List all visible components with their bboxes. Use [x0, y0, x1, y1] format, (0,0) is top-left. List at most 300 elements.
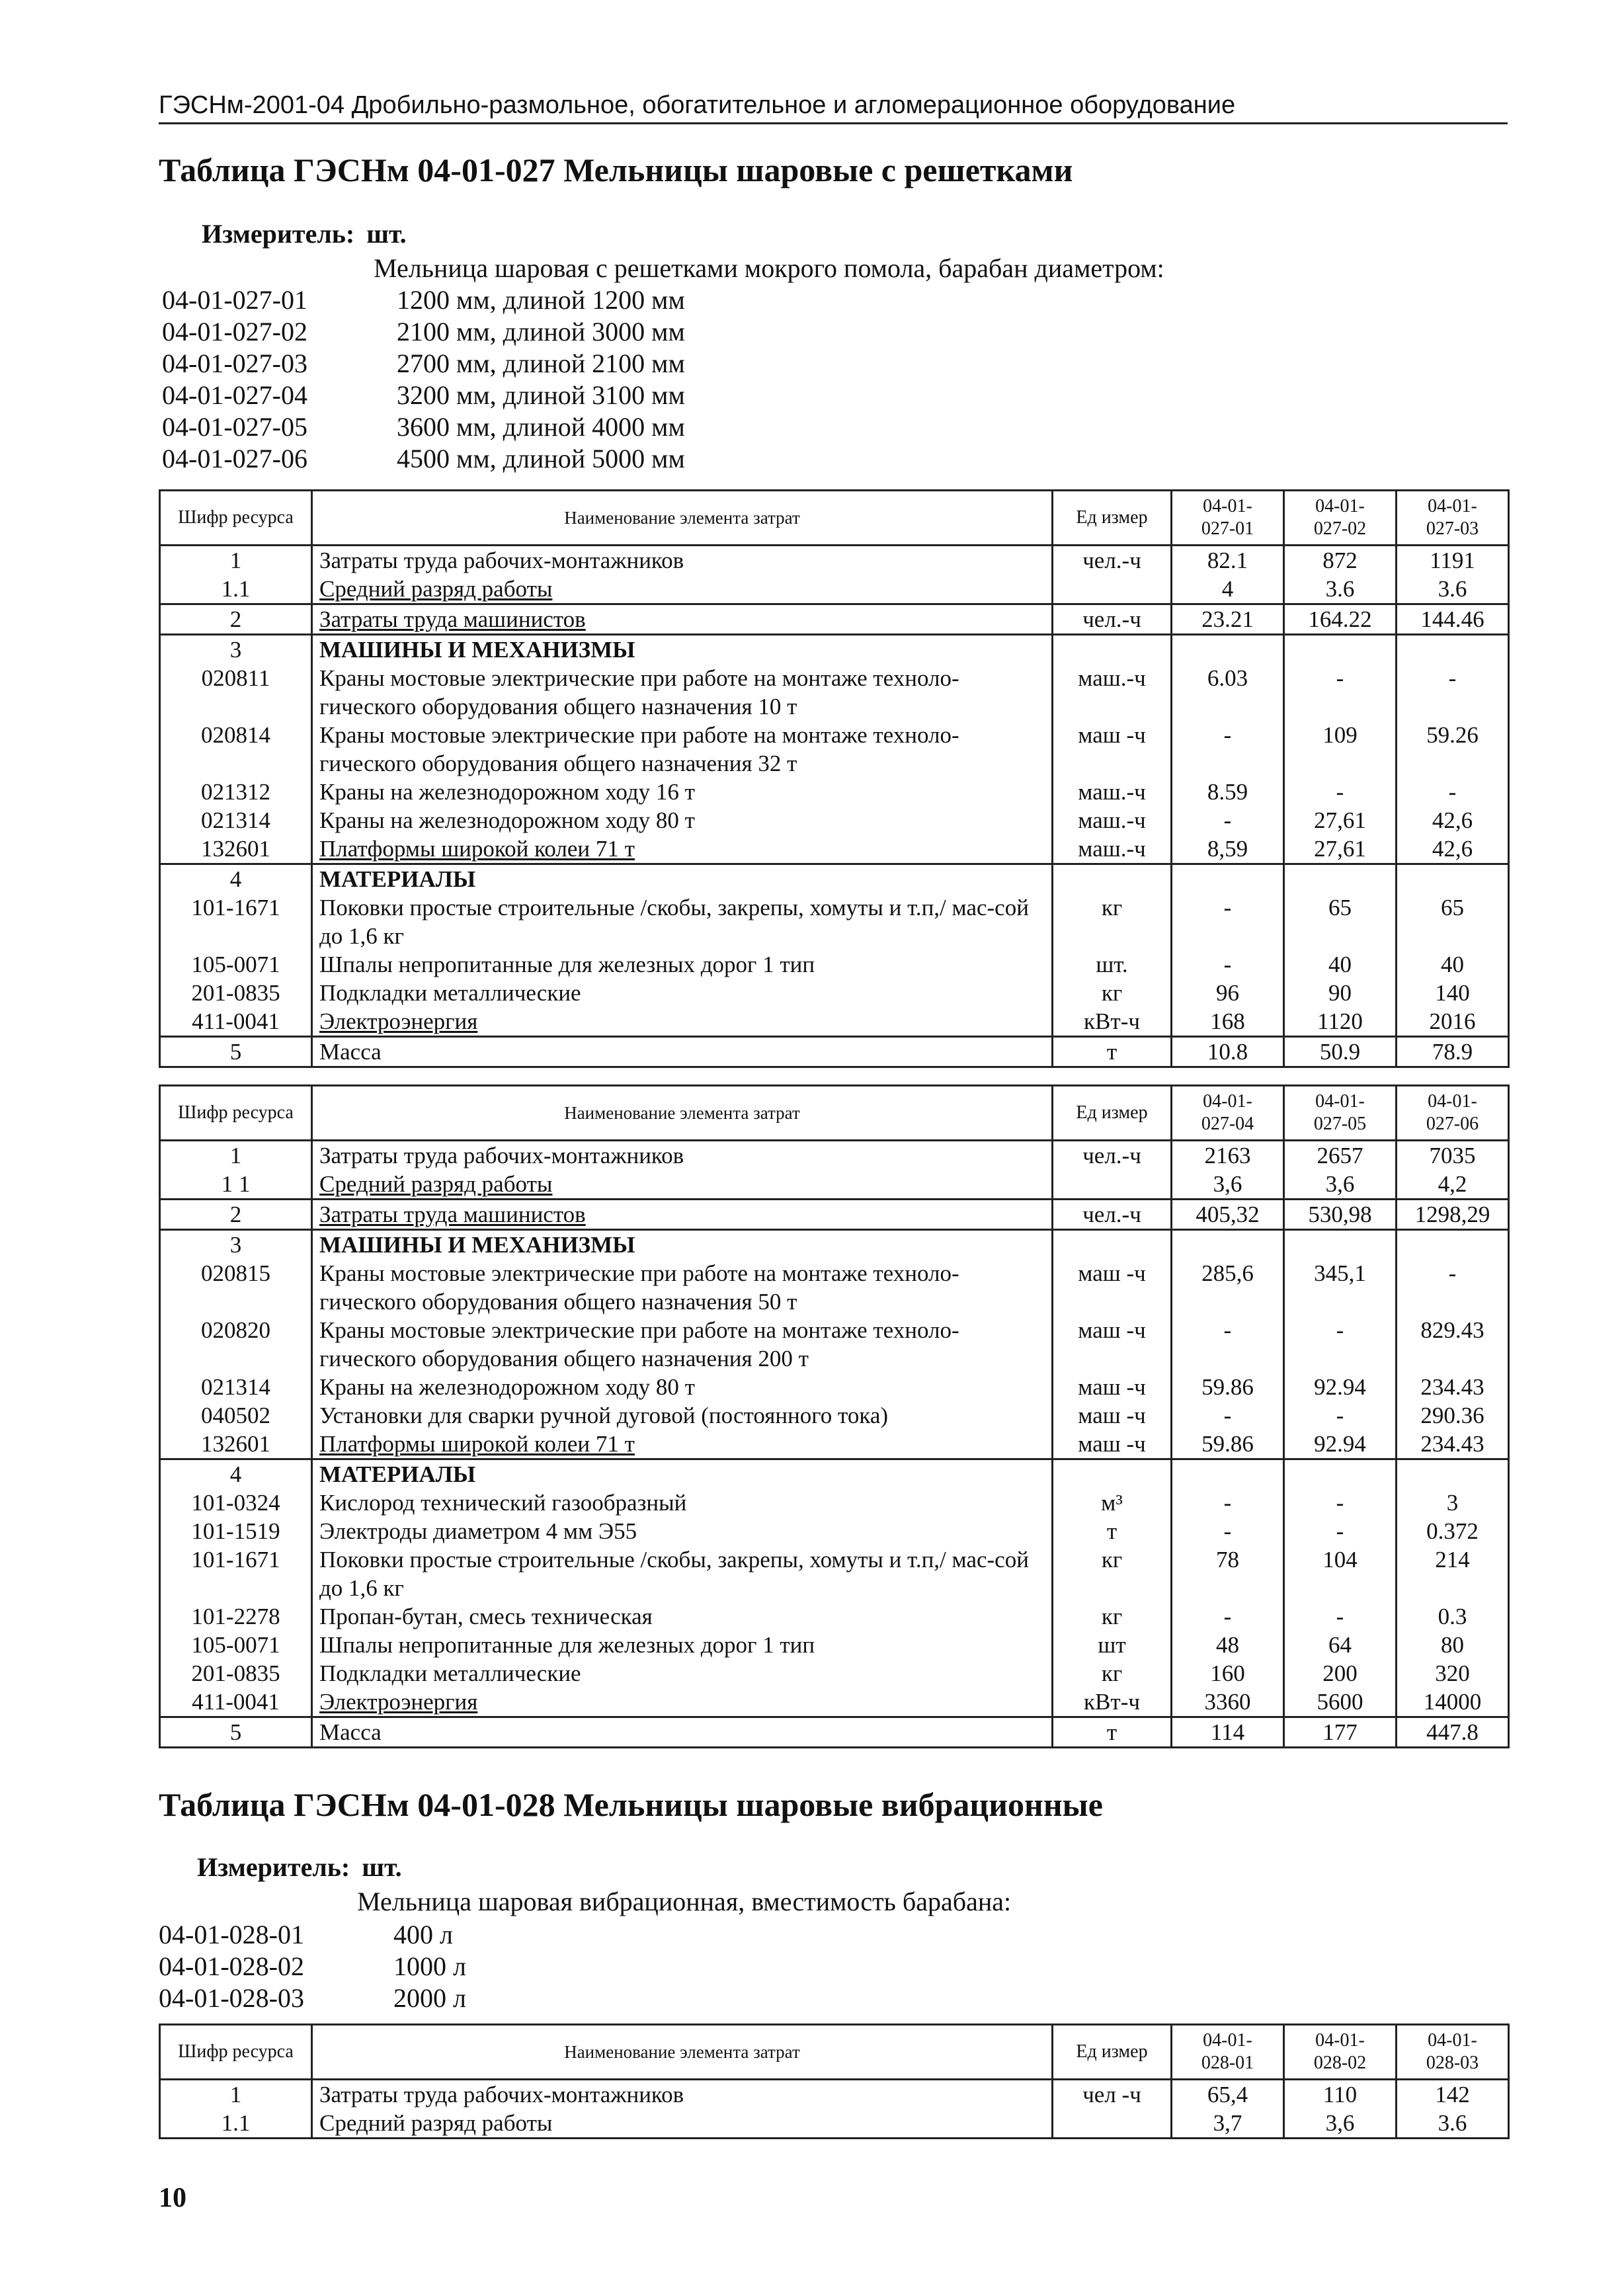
column-header: 04-01- 027-03: [1397, 491, 1509, 546]
value-cell: 160: [1172, 1659, 1284, 1688]
table-title-028: Таблица ГЭСНм 04-01-028 Мельницы шаровые вибрационные: [159, 1786, 1103, 1823]
value-cell: 142: [1397, 2080, 1509, 2109]
column-header: 04-01- 027-06: [1397, 1086, 1509, 1141]
resource-code-cell: 2: [160, 1200, 312, 1230]
resource-table-028: [159, 2023, 1510, 2139]
resource-code-cell: 3: [160, 635, 312, 665]
unit-cell: шт.: [1053, 950, 1172, 979]
table-row: [160, 575, 1509, 604]
table-row: [160, 1373, 1509, 1401]
column-header: 04-01- 028-03: [1397, 2025, 1509, 2080]
table-row: [160, 1430, 1509, 1459]
resource-code-cell: 101-0324: [160, 1489, 312, 1517]
value-cell: 65: [1284, 893, 1397, 950]
code-row: [162, 316, 685, 348]
resource-name-cell: Установки для сварки ручной дуговой (постоянного тока): [312, 1401, 1053, 1430]
code-row: [159, 1919, 466, 1951]
table-row: [160, 635, 1509, 665]
resource-name-cell: Краны на железнодорожном ходу 16 т: [312, 778, 1053, 806]
resource-name-cell: Краны на железнодорожном ходу 80 т: [312, 1373, 1053, 1401]
resource-name-cell: Поковки простые строительные /скобы, закрепы, хомуты и т.п,/ мас-сой до 1,6 кг: [312, 1545, 1053, 1602]
code-list-028: [159, 1919, 466, 2014]
value-cell: 64: [1284, 1631, 1397, 1659]
code: 04-01-027-05: [162, 412, 307, 442]
value-cell: 42,6: [1397, 806, 1509, 835]
value-cell: -: [1172, 1489, 1284, 1517]
value-cell: 90: [1284, 979, 1397, 1007]
table-row: [160, 2080, 1509, 2109]
unit-cell: [1053, 1459, 1172, 1489]
resource-code-cell: 201-0835: [160, 1659, 312, 1688]
table-row: [160, 721, 1509, 778]
resource-name-cell: Затраты труда рабочих-монтажников: [312, 1141, 1053, 1170]
resource-code-cell: 101-1671: [160, 1545, 312, 1602]
resource-name-cell: Кислород технический газообразный: [312, 1489, 1053, 1517]
resource-name-cell: МАТЕРИАЛЫ: [312, 864, 1053, 894]
resource-name-cell: Краны мостовые электрические при работе на монтаже техноло-гического оборудования общего назначения 32 т: [312, 721, 1053, 778]
table-row: [160, 1401, 1509, 1430]
value-cell: 405,32: [1172, 1200, 1284, 1230]
unit-cell: маш -ч: [1053, 1401, 1172, 1430]
column-header: Наименование элемента затрат: [312, 491, 1053, 546]
resource-code-cell: 4: [160, 1459, 312, 1489]
page-number: 10: [159, 2183, 186, 2213]
resource-code-cell: 020811: [160, 664, 312, 721]
value-cell: 1298,29: [1397, 1200, 1509, 1230]
value-cell: 285,6: [1172, 1259, 1284, 1316]
resource-name-cell: Затраты труда рабочих-монтажников: [312, 546, 1053, 575]
resource-table-027-b: [159, 1084, 1510, 1748]
value-cell: 10.8: [1172, 1037, 1284, 1067]
measure-line: [197, 1852, 414, 1883]
code: 04-01-027-02: [162, 317, 307, 347]
unit-cell: т: [1053, 1037, 1172, 1067]
resource-code-cell: 020820: [160, 1316, 312, 1373]
resource-name-cell: Затраты труда машинистов: [312, 1200, 1053, 1230]
table-row: [160, 1141, 1509, 1170]
code: 04-01-027-04: [162, 380, 307, 410]
unit-cell: чел -ч: [1053, 2080, 1172, 2109]
unit-cell: кг: [1053, 1602, 1172, 1631]
resource-code-cell: 3: [160, 1230, 312, 1260]
value-cell: 96: [1172, 979, 1284, 1007]
resource-name-cell: Шпалы непропитанные для железных дорог 1 тип: [312, 950, 1053, 979]
table-row: [160, 1037, 1509, 1067]
value-cell: 3,7: [1172, 2109, 1284, 2139]
resource-code-cell: 4: [160, 864, 312, 894]
resource-name-cell: Краны мостовые электрические при работе на монтаже техноло-гического оборудования общего назначения 10 т: [312, 664, 1053, 721]
value-cell: 7035: [1397, 1141, 1509, 1170]
resource-code-cell: 411-0041: [160, 1007, 312, 1037]
value-cell: 320: [1397, 1659, 1509, 1688]
value-cell: [1172, 864, 1284, 894]
value-cell: 92.94: [1284, 1430, 1397, 1459]
resource-code-cell: 5: [160, 1037, 312, 1067]
table-row: [160, 1688, 1509, 1717]
resource-name-cell: Пропан-бутан, смесь техническая: [312, 1602, 1053, 1631]
value-cell: -: [1397, 1259, 1509, 1316]
column-header: 04-01- 027-01: [1172, 491, 1284, 546]
value-cell: [1284, 864, 1397, 894]
value-cell: 2016: [1397, 1007, 1509, 1037]
table-row: [160, 604, 1509, 635]
column-header: Наименование элемента затрат: [312, 2025, 1053, 2080]
resource-name-cell: Подкладки металлические: [312, 1659, 1053, 1688]
column-header: 04-01- 027-05: [1284, 1086, 1397, 1141]
table-row: [160, 1200, 1509, 1230]
table-row: [160, 546, 1509, 575]
value-cell: 27,61: [1284, 835, 1397, 864]
unit-cell: маш -ч: [1053, 721, 1172, 778]
value-cell: 8,59: [1172, 835, 1284, 864]
resource-code-cell: 105-0071: [160, 950, 312, 979]
resource-code-cell: 1.1: [160, 2109, 312, 2139]
resource-code-cell: 101-1519: [160, 1517, 312, 1545]
resource-code-cell: 5: [160, 1717, 312, 1748]
code-list-027: [162, 284, 685, 475]
table-header-row: [160, 2025, 1509, 2080]
resource-code-cell: 040502: [160, 1401, 312, 1430]
value-cell: 3.6: [1397, 575, 1509, 604]
value-cell: 3.6: [1284, 575, 1397, 604]
value-cell: [1397, 1459, 1509, 1489]
value-cell: [1284, 635, 1397, 665]
column-header: Ед измер: [1053, 2025, 1172, 2080]
resource-name-cell: МАТЕРИАЛЫ: [312, 1459, 1053, 1489]
table-row: [160, 1631, 1509, 1659]
value-cell: -: [1284, 1602, 1397, 1631]
code-row: [159, 1951, 466, 1982]
unit-cell: кВт-ч: [1053, 1688, 1172, 1717]
table-row: [160, 979, 1509, 1007]
unit-cell: кг: [1053, 1545, 1172, 1602]
value-cell: -: [1284, 1517, 1397, 1545]
resource-code-cell: 132601: [160, 835, 312, 864]
table-row: [160, 806, 1509, 835]
unit-cell: м³: [1053, 1489, 1172, 1517]
code-row: [162, 284, 685, 316]
table-row: [160, 835, 1509, 864]
unit-cell: [1053, 1230, 1172, 1260]
code-row: [162, 411, 685, 443]
value-cell: -: [1172, 1316, 1284, 1373]
value-cell: 1120: [1284, 1007, 1397, 1037]
value-cell: [1397, 864, 1509, 894]
resource-code-cell: 021314: [160, 1373, 312, 1401]
column-header: 04-01- 027-02: [1284, 491, 1397, 546]
resource-code-cell: 201-0835: [160, 979, 312, 1007]
code-row: [159, 1982, 466, 2014]
code: 04-01-028-01: [159, 1920, 304, 1949]
code-desc: 2700 мм, длиной 2100 мм: [397, 348, 685, 378]
resource-code-cell: 1: [160, 1141, 312, 1170]
value-cell: 78: [1172, 1545, 1284, 1602]
column-header: Шифр ресурса: [160, 491, 312, 546]
value-cell: [1284, 1230, 1397, 1260]
value-cell: 48: [1172, 1631, 1284, 1659]
table-header-row: [160, 491, 1509, 546]
value-cell: 109: [1284, 721, 1397, 778]
resource-name-cell: Шпалы непропитанные для железных дорог 1 тип: [312, 1631, 1053, 1659]
resource-name-cell: Платформы широкой колеи 71 т: [312, 1430, 1053, 1459]
table-row: [160, 893, 1509, 950]
value-cell: 447.8: [1397, 1717, 1509, 1748]
value-cell: 40: [1284, 950, 1397, 979]
table-row: [160, 1170, 1509, 1200]
resource-name-cell: МАШИНЫ И МЕХАНИЗМЫ: [312, 635, 1053, 665]
code-desc: 1000 л: [393, 1951, 466, 1981]
intro-text: Мельница шаровая с решетками мокрого помола, барабан диаметром:: [374, 253, 1164, 283]
value-cell: 0.372: [1397, 1517, 1509, 1545]
table-row: [160, 1459, 1509, 1489]
resource-name-cell: Средний разряд работы: [312, 1170, 1053, 1200]
resource-code-cell: 021312: [160, 778, 312, 806]
unit-cell: маш.-ч: [1053, 835, 1172, 864]
resource-code-cell: 020815: [160, 1259, 312, 1316]
table-row: [160, 1007, 1509, 1037]
table-row: [160, 950, 1509, 979]
unit-cell: [1053, 575, 1172, 604]
value-cell: -: [1284, 664, 1397, 721]
resource-name-cell: Краны мостовые электрические при работе на монтаже техноло-гического оборудования общего назначения 200 т: [312, 1316, 1053, 1373]
unit-cell: маш -ч: [1053, 1259, 1172, 1316]
unit-cell: чел.-ч: [1053, 1200, 1172, 1230]
unit-cell: кг: [1053, 893, 1172, 950]
value-cell: 1191: [1397, 546, 1509, 575]
value-cell: -: [1172, 893, 1284, 950]
table-row: [160, 1259, 1509, 1316]
value-cell: -: [1284, 1489, 1397, 1517]
value-cell: [1284, 1459, 1397, 1489]
resource-name-cell: Масса: [312, 1717, 1053, 1748]
resource-code-cell: 105-0071: [160, 1631, 312, 1659]
column-header: 04-01- 028-01: [1172, 2025, 1284, 2080]
value-cell: 50.9: [1284, 1037, 1397, 1067]
value-cell: 3.6: [1397, 2109, 1509, 2139]
unit-cell: шт: [1053, 1631, 1172, 1659]
value-cell: 40: [1397, 950, 1509, 979]
unit-cell: [1053, 1170, 1172, 1200]
unit-cell: т: [1053, 1717, 1172, 1748]
code-desc: 400 л: [393, 1920, 453, 1949]
resource-name-cell: МАШИНЫ И МЕХАНИЗМЫ: [312, 1230, 1053, 1260]
resource-name-cell: Краны мостовые электрические при работе на монтаже техноло-гического оборудования общего назначения 50 т: [312, 1259, 1053, 1316]
column-header: 04-01- 028-02: [1284, 2025, 1397, 2080]
value-cell: 3360: [1172, 1688, 1284, 1717]
value-cell: 80: [1397, 1631, 1509, 1659]
resource-name-cell: Средний разряд работы: [312, 2109, 1053, 2139]
resource-code-cell: 1: [160, 2080, 312, 2109]
unit-cell: маш -ч: [1053, 1373, 1172, 1401]
value-cell: 59.86: [1172, 1430, 1284, 1459]
resource-code-cell: 411-0041: [160, 1688, 312, 1717]
value-cell: 14000: [1397, 1688, 1509, 1717]
table-row: [160, 2109, 1509, 2139]
value-cell: 177: [1284, 1717, 1397, 1748]
code: 04-01-028-03: [159, 1983, 304, 2013]
resource-table-027-a: [159, 489, 1510, 1068]
value-cell: 234.43: [1397, 1373, 1509, 1401]
column-header: Наименование элемента затрат: [312, 1086, 1053, 1141]
resource-code-cell: 1 1: [160, 1170, 312, 1200]
value-cell: 200: [1284, 1659, 1397, 1688]
code-desc: 1200 мм, длиной 1200 мм: [397, 285, 685, 315]
intro-text: Мельница шаровая вибрационная, вместимость барабана:: [357, 1887, 1012, 1916]
unit-cell: [1053, 864, 1172, 894]
code: 04-01-028-02: [159, 1951, 304, 1981]
value-cell: 234.43: [1397, 1430, 1509, 1459]
value-cell: 27,61: [1284, 806, 1397, 835]
unit-cell: маш.-ч: [1053, 664, 1172, 721]
measure-unit: шт.: [366, 219, 407, 249]
table-row: [160, 1545, 1509, 1602]
unit-cell: маш -ч: [1053, 1430, 1172, 1459]
value-cell: 2163: [1172, 1141, 1284, 1170]
value-cell: 92.94: [1284, 1373, 1397, 1401]
value-cell: -: [1172, 950, 1284, 979]
table-row: [160, 664, 1509, 721]
table-row: [160, 1316, 1509, 1373]
resource-name-cell: Электроэнергия: [312, 1007, 1053, 1037]
code-row: [162, 348, 685, 380]
resource-code-cell: 021314: [160, 806, 312, 835]
value-cell: [1172, 635, 1284, 665]
resource-name-cell: Поковки простые строительные /скобы, закрепы, хомуты и т.п,/ мас-сой до 1,6 кг: [312, 893, 1053, 950]
resource-name-cell: Платформы широкой колеи 71 т: [312, 835, 1053, 864]
table-row: [160, 778, 1509, 806]
table-row: [160, 864, 1509, 894]
column-header: Шифр ресурса: [160, 2025, 312, 2080]
unit-cell: маш -ч: [1053, 1316, 1172, 1373]
unit-cell: кг: [1053, 979, 1172, 1007]
value-cell: 168: [1172, 1007, 1284, 1037]
column-header: 04-01- 027-04: [1172, 1086, 1284, 1141]
resource-code-cell: 101-1671: [160, 893, 312, 950]
measure-unit: шт.: [362, 1852, 402, 1882]
value-cell: 0.3: [1397, 1602, 1509, 1631]
resource-name-cell: Затраты труда машинистов: [312, 604, 1053, 635]
value-cell: [1172, 1230, 1284, 1260]
resource-code-cell: 1: [160, 546, 312, 575]
value-cell: 144.46: [1397, 604, 1509, 635]
value-cell: 345,1: [1284, 1259, 1397, 1316]
value-cell: 3,6: [1284, 1170, 1397, 1200]
resource-code-cell: 020814: [160, 721, 312, 778]
running-header: ГЭСНм-2001-04 Дробильно-размольное, обогатительное и агломерационное оборудование: [159, 91, 1508, 124]
table-row: [160, 1489, 1509, 1517]
value-cell: 65: [1397, 893, 1509, 950]
code-desc: 2000 л: [393, 1983, 466, 2013]
unit-cell: маш.-ч: [1053, 778, 1172, 806]
value-cell: 110: [1284, 2080, 1397, 2109]
value-cell: 3: [1397, 1489, 1509, 1517]
value-cell: [1397, 1230, 1509, 1260]
unit-cell: [1053, 635, 1172, 665]
column-header: Шифр ресурса: [160, 1086, 312, 1141]
unit-cell: чел.-ч: [1053, 1141, 1172, 1170]
unit-cell: т: [1053, 1517, 1172, 1545]
value-cell: 164.22: [1284, 604, 1397, 635]
code: 04-01-027-03: [162, 348, 307, 378]
resource-code-cell: 1.1: [160, 575, 312, 604]
resource-name-cell: Затраты труда рабочих-монтажников: [312, 2080, 1053, 2109]
value-cell: 59.26: [1397, 721, 1509, 778]
value-cell: -: [1397, 778, 1509, 806]
value-cell: -: [1172, 1517, 1284, 1545]
code-desc: 2100 мм, длиной 3000 мм: [397, 317, 685, 347]
value-cell: 42,6: [1397, 835, 1509, 864]
value-cell: 2657: [1284, 1141, 1397, 1170]
value-cell: 82.1: [1172, 546, 1284, 575]
value-cell: 59.86: [1172, 1373, 1284, 1401]
code: 04-01-027-01: [162, 285, 307, 315]
value-cell: 140: [1397, 979, 1509, 1007]
value-cell: 78.9: [1397, 1037, 1509, 1067]
resource-name-cell: Электроэнергия: [312, 1688, 1053, 1717]
value-cell: 65,4: [1172, 2080, 1284, 2109]
resource-name-cell: Масса: [312, 1037, 1053, 1067]
table-row: [160, 1659, 1509, 1688]
value-cell: -: [1284, 1316, 1397, 1373]
value-cell: 872: [1284, 546, 1397, 575]
table-title-027: Таблица ГЭСНм 04-01-027 Мельницы шаровые с решетками: [159, 151, 1073, 188]
value-cell: -: [1172, 721, 1284, 778]
measure-label: Измеритель:: [202, 219, 355, 249]
unit-cell: кг: [1053, 1659, 1172, 1688]
code-row: [162, 443, 685, 475]
value-cell: [1397, 635, 1509, 665]
unit-cell: кВт-ч: [1053, 1007, 1172, 1037]
value-cell: 214: [1397, 1545, 1509, 1602]
code-row: [162, 380, 685, 411]
value-cell: -: [1172, 1401, 1284, 1430]
resource-code-cell: 101-2278: [160, 1602, 312, 1631]
unit-cell: маш.-ч: [1053, 806, 1172, 835]
column-header: Ед измер: [1053, 491, 1172, 546]
resource-code-cell: 132601: [160, 1430, 312, 1459]
value-cell: -: [1397, 664, 1509, 721]
column-header: Ед измер: [1053, 1086, 1172, 1141]
measure-label: Измеритель:: [197, 1852, 350, 1882]
table-header-row: [160, 1086, 1509, 1141]
unit-cell: чел.-ч: [1053, 546, 1172, 575]
value-cell: 23.21: [1172, 604, 1284, 635]
code-desc: 4500 мм, длиной 5000 мм: [397, 444, 685, 473]
value-cell: [1172, 1459, 1284, 1489]
measure-line: [202, 218, 419, 249]
value-cell: -: [1284, 778, 1397, 806]
value-cell: -: [1284, 1401, 1397, 1430]
value-cell: -: [1172, 806, 1284, 835]
unit-cell: [1053, 2109, 1172, 2139]
table-row: [160, 1717, 1509, 1748]
value-cell: 3,6: [1172, 1170, 1284, 1200]
value-cell: 4,2: [1397, 1170, 1509, 1200]
value-cell: 8.59: [1172, 778, 1284, 806]
unit-cell: чел.-ч: [1053, 604, 1172, 635]
value-cell: -: [1172, 1602, 1284, 1631]
value-cell: 104: [1284, 1545, 1397, 1602]
table-row: [160, 1517, 1509, 1545]
code-desc: 3600 мм, длиной 4000 мм: [397, 412, 685, 442]
code-desc: 3200 мм, длиной 3100 мм: [397, 380, 685, 410]
resource-name-cell: Электроды диаметром 4 мм Э55: [312, 1517, 1053, 1545]
value-cell: 3,6: [1284, 2109, 1397, 2139]
resource-name-cell: Средний разряд работы: [312, 575, 1053, 604]
value-cell: 6.03: [1172, 664, 1284, 721]
value-cell: 4: [1172, 575, 1284, 604]
table-row: [160, 1602, 1509, 1631]
